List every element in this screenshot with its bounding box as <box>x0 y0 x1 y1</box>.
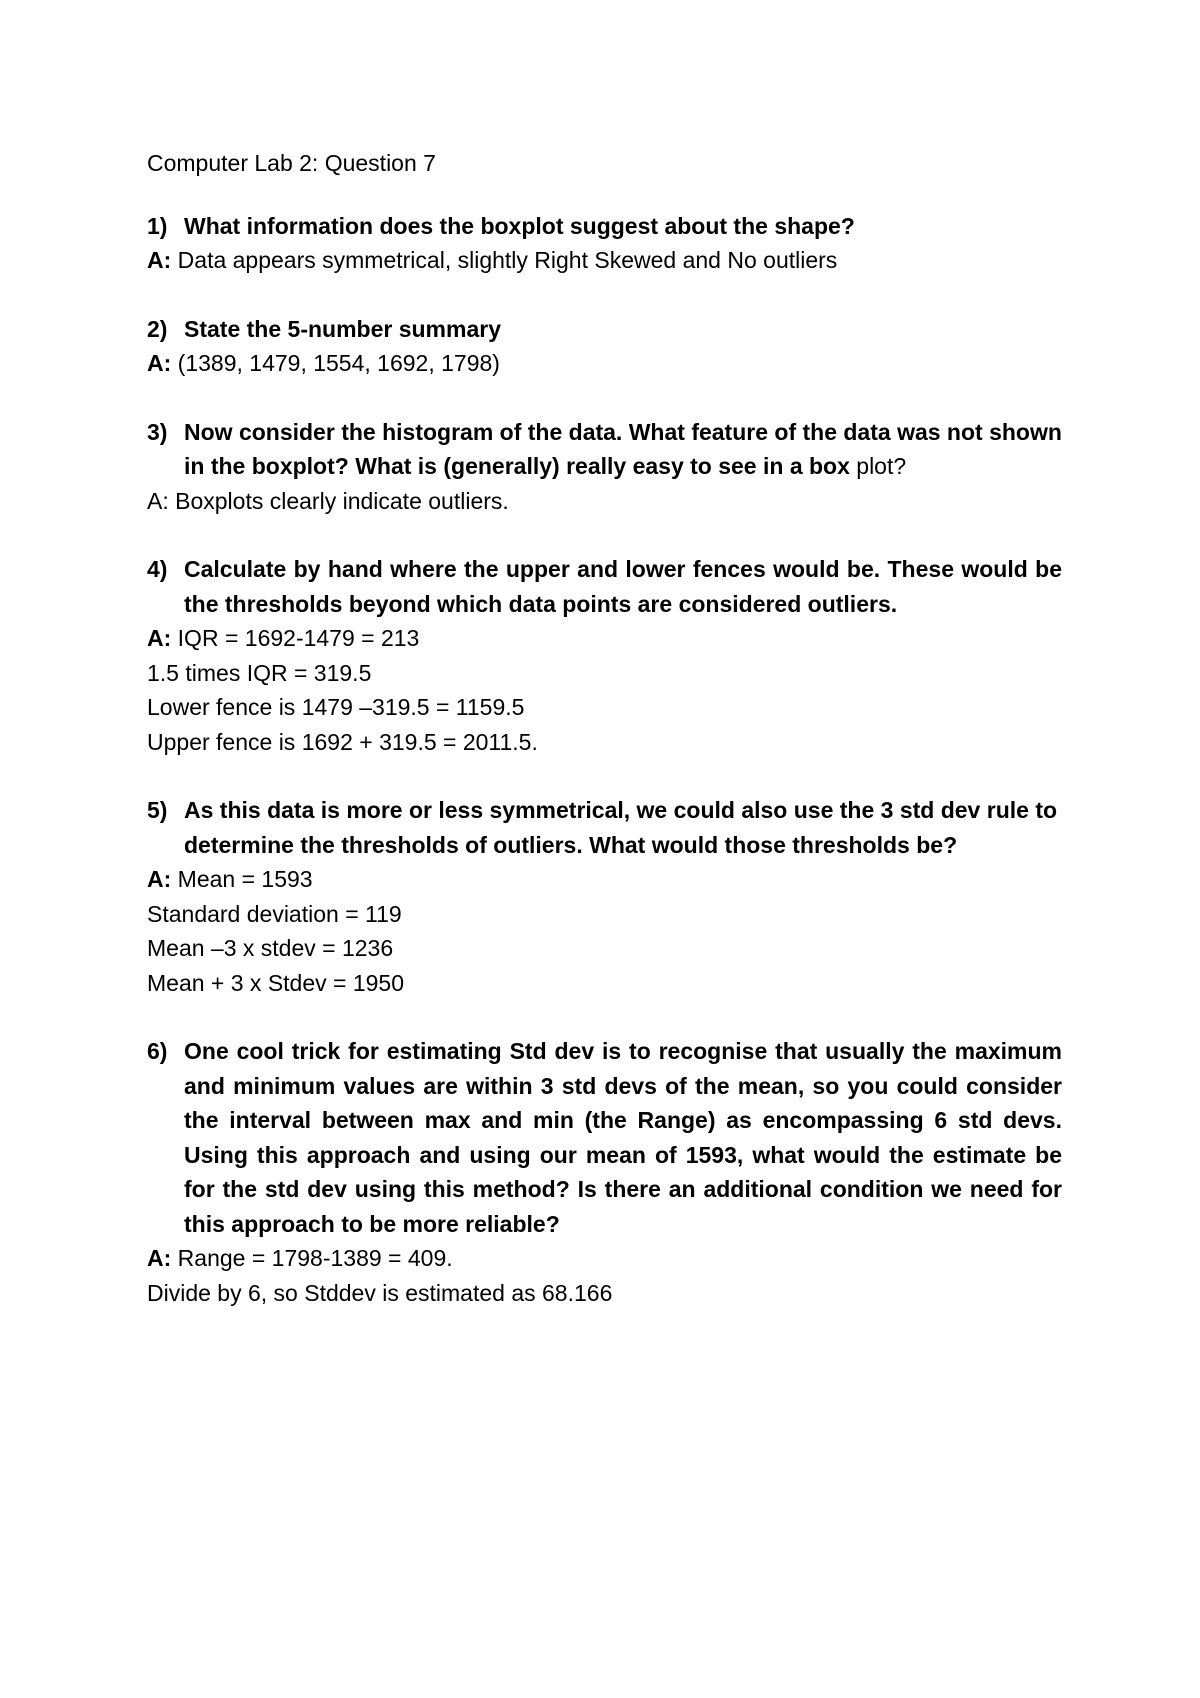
answer-text: Range = 1798-1389 = 409. <box>177 1245 453 1271</box>
answer-line: Mean –3 x stdev = 1236 <box>147 935 394 961</box>
question-text: Now consider the histogram of the data. What feature of the data was not shown in the boxplot? What is (generally) really easy to see in a box <box>184 418 1062 479</box>
answer-prefix: A: <box>147 350 172 376</box>
question-text: As this data is more or less symmetrical, we could also use the 3 std dev rule to determine the thresholds of outliers. What would those thresholds be? <box>184 797 1058 858</box>
answer-prefix: A: <box>147 247 172 273</box>
answer-line: Mean + 3 x Stdev = 1950 <box>147 969 405 996</box>
question-2 <box>147 312 1062 381</box>
answer-line <box>147 621 1062 656</box>
question-number: 4) <box>147 556 168 582</box>
document-title: Computer Lab 2: Question 7 <box>147 150 436 176</box>
answer-prefix: A: <box>147 625 172 651</box>
question-text: State the 5-number summary <box>184 315 501 342</box>
answer-prefix: A: <box>147 1245 172 1271</box>
question-5-prompt <box>147 793 1062 862</box>
question-3 <box>147 415 1062 519</box>
question-2-prompt <box>147 312 1062 347</box>
question-1 <box>147 209 1062 278</box>
question-text: What information does the boxplot suggest about the shape? <box>184 212 855 239</box>
answer-line <box>147 862 1062 897</box>
answer-line <box>147 1241 1062 1276</box>
question-5 <box>147 793 1062 1000</box>
question-6 <box>147 1034 1062 1310</box>
answer-line <box>147 346 1062 381</box>
answer-line: Lower fence is 1479 –319.5 = 1159.5 <box>147 694 525 720</box>
question-number: 5) <box>147 797 168 823</box>
question-3-prompt <box>147 415 1062 484</box>
question-1-prompt <box>147 209 1062 244</box>
answer-line: Standard deviation = 119 <box>147 900 402 927</box>
answer-line: Upper fence is 1692 + 319.5 = 2011.5. <box>147 728 538 755</box>
answer-text: Data appears symmetrical, slightly Right Skewed and No outliers <box>177 247 838 273</box>
answer-text: (1389, 1479, 1554, 1692, 1798) <box>177 350 500 376</box>
answer-text: Mean = 1593 <box>177 866 313 892</box>
question-text: Calculate by hand where the upper and lower fences would be. These would be the thresholds beyond which data points are considered outliers. <box>184 556 1062 617</box>
answer-line: Divide by 6, so Stddev is estimated as 68.166 <box>147 1279 613 1306</box>
question-4-prompt <box>147 552 1062 621</box>
question-4 <box>147 552 1062 759</box>
question-text-tail: plot? <box>856 453 907 479</box>
question-6-prompt <box>147 1034 1062 1241</box>
answer-line <box>147 243 1062 278</box>
question-number: 1) <box>147 212 168 239</box>
question-number: 2) <box>147 315 168 342</box>
answer-line: 1.5 times IQR = 319.5 <box>147 659 372 686</box>
document-page <box>147 146 1062 1344</box>
answer-line: A: Boxplots clearly indicate outliers. <box>147 487 509 514</box>
question-text: One cool trick for estimating Std dev is to recognise that usually the maximum and minimum values are within 3 std devs of the mean, so you could consider the interval between max and min (the Range) as encompassing 6 std devs. Using this approach and using our mean of 1593, what would the estimate be for the std dev using this method? Is there an additional condition we need for this approach to be more reliable? <box>184 1038 1062 1237</box>
answer-prefix: A: <box>147 866 172 892</box>
question-number: 6) <box>147 1038 168 1064</box>
answer-text: IQR = 1692-1479 = 213 <box>177 625 420 651</box>
question-text-wrapper <box>184 415 1062 484</box>
question-number: 3) <box>147 418 168 445</box>
